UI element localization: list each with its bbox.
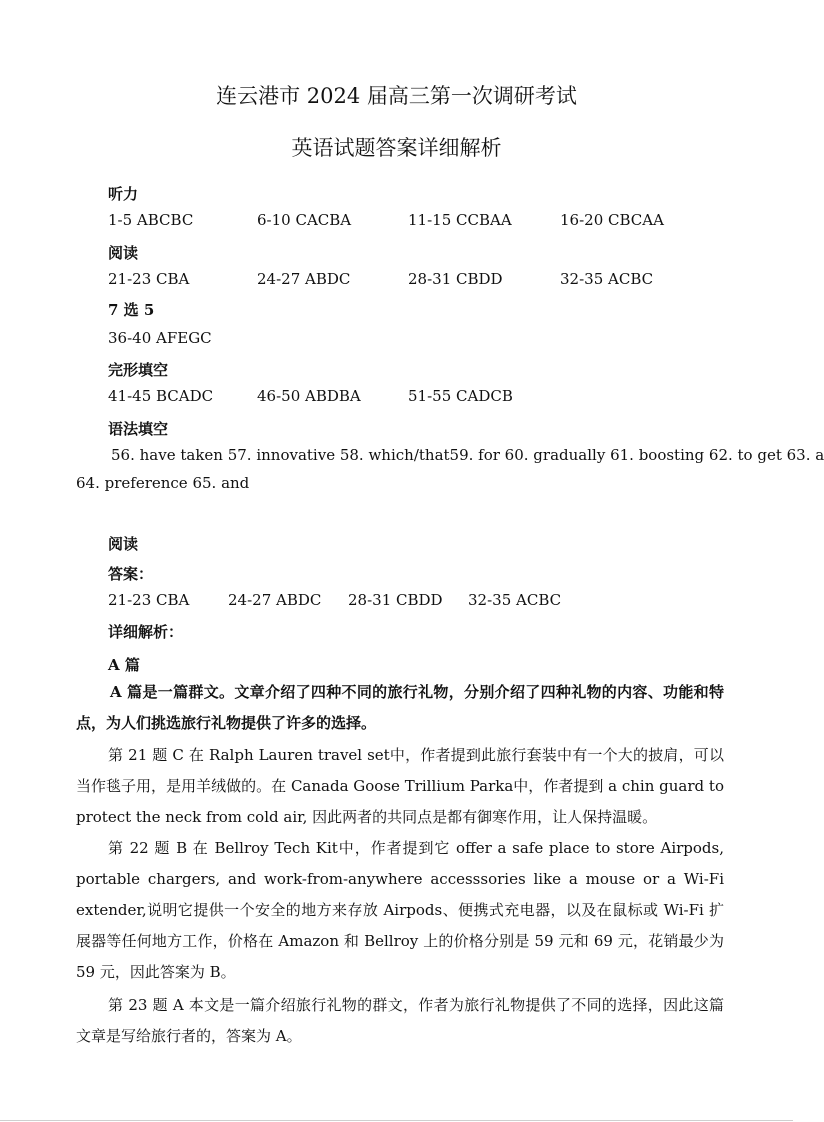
reading-detail-heading: 阅读	[108, 535, 139, 553]
cloze-answer-1: 41-45 BCADC	[108, 387, 214, 405]
detail-answer-1: 21-23 CBA	[108, 591, 190, 609]
reading-answer-1: 21-23 CBA	[108, 270, 190, 288]
page-bottom-rule	[0, 1120, 793, 1121]
question-21-analysis: 第 21 题 C 在 Ralph Lauren travel set中，作者提到此旅行套装中有一个大的披肩，可以当作毯子用，是用羊绒做的。在 Canada Goose Trillium Parka中，作者提到 a chin guard to protect the neck from cold air, 因此两者的共同点是都有御寒作用，让人保持温暖。	[76, 746, 724, 826]
detail-answer-4: 32-35 ACBC	[468, 591, 562, 609]
reading-answer-4: 32-35 ACBC	[560, 270, 654, 288]
listening-heading: 听力	[108, 185, 139, 203]
passage-a-summary: A 篇是一篇群文。文章介绍了四种不同的旅行礼物，分别介绍了四种礼物的内容、功能和特点，为人们挑选旅行礼物提供了许多的选择。	[76, 683, 724, 732]
question-22-analysis: 第 22 题 B 在 Bellroy Tech Kit中，作者提到它 offer a safe place to store Airpods, portable chargers, and work-from-anywhere accesssories like a mouse or a Wi-Fi extender,说明它提供一个安全的地方来存放 Airpods、便携式充电器，以及在鼠标或 Wi-Fi 扩展器等任何地方工作，价格在 Amazon 和 Bellroy 上的价格分别是 59 元和 69 元，花销最少为 59 元，因此答案为 B。	[76, 839, 724, 981]
listening-answer-1: 1-5 ABCBC	[108, 211, 194, 229]
cloze-heading: 完形填空	[108, 361, 169, 379]
listening-answer-2: 6-10 CACBA	[257, 211, 352, 229]
cloze-answer-2: 46-50 ABDBA	[257, 387, 361, 405]
reading-answer-2: 24-27 ABDC	[257, 270, 351, 288]
seven-five-heading: 7 选 5	[108, 301, 155, 319]
listening-answer-3: 11-15 CCBAA	[408, 211, 512, 229]
grammar-heading: 语法填空	[108, 420, 169, 438]
detail-label: 详细解析：	[108, 623, 184, 641]
seven-five-answer: 36-40 AFEGC	[108, 329, 212, 347]
detail-answer-2: 24-27 ABDC	[228, 591, 322, 609]
answer-label: 答案：	[108, 565, 154, 583]
passage-a-label: A 篇	[108, 656, 140, 674]
grammar-answers-line-1: 56. have taken 57. innovative 58. which/that59. for 60. gradually 61. boosting 62. to get 63. a	[111, 446, 824, 464]
question-23-analysis: 第 23 题 A 本文是一篇介绍旅行礼物的群文，作者为旅行礼物提供了不同的选择，因此这篇文章是写给旅行者的，答案为 A。	[76, 996, 724, 1045]
reading-heading: 阅读	[108, 244, 139, 262]
document-subtitle: 英语试题答案详细解析	[291, 136, 502, 160]
detail-answer-3: 28-31 CBDD	[348, 591, 443, 609]
grammar-answers-line-2: 64. preference 65. and	[76, 474, 250, 492]
cloze-answer-3: 51-55 CADCB	[408, 387, 513, 405]
reading-answer-3: 28-31 CBDD	[408, 270, 503, 288]
document-title: 连云港市 2024 届高三第一次调研考试	[216, 84, 577, 108]
listening-answer-4: 16-20 CBCAA	[560, 211, 664, 229]
